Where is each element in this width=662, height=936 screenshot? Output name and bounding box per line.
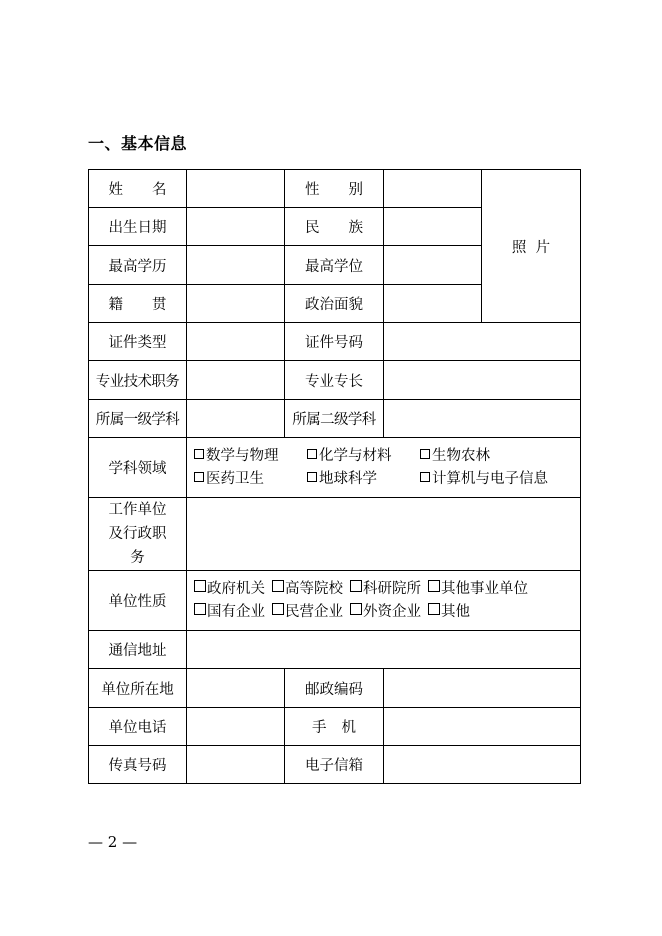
- work-unit-field[interactable]: [187, 498, 581, 571]
- subject-option[interactable]: 医药卫生: [194, 469, 307, 489]
- gender-field[interactable]: [384, 170, 482, 208]
- subject-option[interactable]: 计算机与电子信息: [420, 469, 548, 489]
- fax-label: 传真号码: [89, 746, 187, 784]
- secondary-discipline-field[interactable]: [384, 400, 581, 438]
- unit-location-label: 单位所在地: [89, 669, 187, 708]
- ethnicity-label: 民 族: [285, 208, 384, 246]
- unit-type-option[interactable]: 其他: [428, 602, 470, 622]
- unit-location-field[interactable]: [187, 669, 285, 708]
- birth-date-label: 出生日期: [89, 208, 187, 246]
- section-title: 一、基本信息: [88, 134, 188, 153]
- page-number: — 2 —: [88, 833, 138, 851]
- native-place-field[interactable]: [187, 285, 285, 323]
- subject-area-options: [187, 438, 581, 498]
- subject-option[interactable]: 地球科学: [307, 469, 420, 489]
- name-field[interactable]: [187, 170, 285, 208]
- primary-discipline-field[interactable]: [187, 400, 285, 438]
- subject-area-label: 学科领域: [89, 438, 187, 498]
- gender-label: 性 别: [285, 170, 384, 208]
- address-field[interactable]: [187, 631, 581, 669]
- unit-type-option[interactable]: 其他事业单位: [428, 579, 528, 599]
- degree-label: 最高学位: [285, 246, 384, 285]
- unit-type-options: [187, 571, 581, 631]
- checkbox-icon[interactable]: [194, 449, 204, 459]
- ethnicity-field[interactable]: [384, 208, 482, 246]
- id-type-label: 证件类型: [89, 323, 187, 361]
- unit-type-option[interactable]: 民营企业: [272, 602, 343, 622]
- checkbox-icon[interactable]: [194, 472, 204, 482]
- checkbox-icon[interactable]: [307, 472, 317, 482]
- postal-code-field[interactable]: [384, 669, 581, 708]
- unit-type-option[interactable]: 外资企业: [350, 602, 421, 622]
- secondary-discipline-label: 所属二级学科: [285, 400, 384, 438]
- checkbox-icon[interactable]: [307, 449, 317, 459]
- email-field[interactable]: [384, 746, 581, 784]
- professional-title-label: 专业技术职务: [89, 361, 187, 400]
- checkbox-icon[interactable]: [420, 472, 430, 482]
- id-number-label: 证件号码: [285, 323, 384, 361]
- specialty-field[interactable]: [384, 361, 581, 400]
- education-label: 最高学历: [89, 246, 187, 285]
- id-type-field[interactable]: [187, 323, 285, 361]
- name-label: 姓 名: [89, 170, 187, 208]
- fax-field[interactable]: [187, 746, 285, 784]
- native-place-label: 籍 贯: [89, 285, 187, 323]
- unit-phone-field[interactable]: [187, 708, 285, 746]
- subject-option[interactable]: 数学与物理: [194, 446, 307, 466]
- checkbox-icon[interactable]: [428, 603, 440, 615]
- unit-type-label: 单位性质: [89, 571, 187, 631]
- subject-option[interactable]: 化学与材料: [307, 446, 420, 466]
- checkbox-icon[interactable]: [420, 449, 430, 459]
- email-label: 电子信箱: [285, 746, 384, 784]
- checkbox-icon[interactable]: [272, 603, 284, 615]
- address-label: 通信地址: [89, 631, 187, 669]
- photo-label: 照 片: [511, 239, 551, 256]
- birth-date-field[interactable]: [187, 208, 285, 246]
- mobile-field[interactable]: [384, 708, 581, 746]
- education-field[interactable]: [187, 246, 285, 285]
- unit-type-option[interactable]: 政府机关: [194, 579, 265, 599]
- political-status-field[interactable]: [384, 285, 482, 323]
- id-number-field[interactable]: [384, 323, 581, 361]
- degree-field[interactable]: [384, 246, 482, 285]
- checkbox-icon[interactable]: [350, 580, 362, 592]
- professional-title-field[interactable]: [187, 361, 285, 400]
- primary-discipline-label: 所属一级学科: [89, 400, 187, 438]
- checkbox-icon[interactable]: [428, 580, 440, 592]
- checkbox-icon[interactable]: [194, 603, 206, 615]
- checkbox-icon[interactable]: [350, 603, 362, 615]
- unit-type-option[interactable]: 国有企业: [194, 602, 265, 622]
- unit-type-option[interactable]: 科研院所: [350, 579, 421, 599]
- unit-phone-label: 单位电话: [89, 708, 187, 746]
- postal-code-label: 邮政编码: [285, 669, 384, 708]
- political-status-label: 政治面貌: [285, 285, 384, 323]
- photo-box[interactable]: [482, 170, 581, 323]
- checkbox-icon[interactable]: [272, 580, 284, 592]
- basic-info-table: [88, 169, 581, 784]
- specialty-label: 专业专长: [285, 361, 384, 400]
- checkbox-icon[interactable]: [194, 580, 206, 592]
- mobile-label: 手 机: [285, 708, 384, 746]
- subject-option[interactable]: 生物农林: [420, 446, 490, 466]
- work-unit-label: 工作单位及行政职务: [89, 498, 187, 571]
- unit-type-option[interactable]: 高等院校: [272, 579, 343, 599]
